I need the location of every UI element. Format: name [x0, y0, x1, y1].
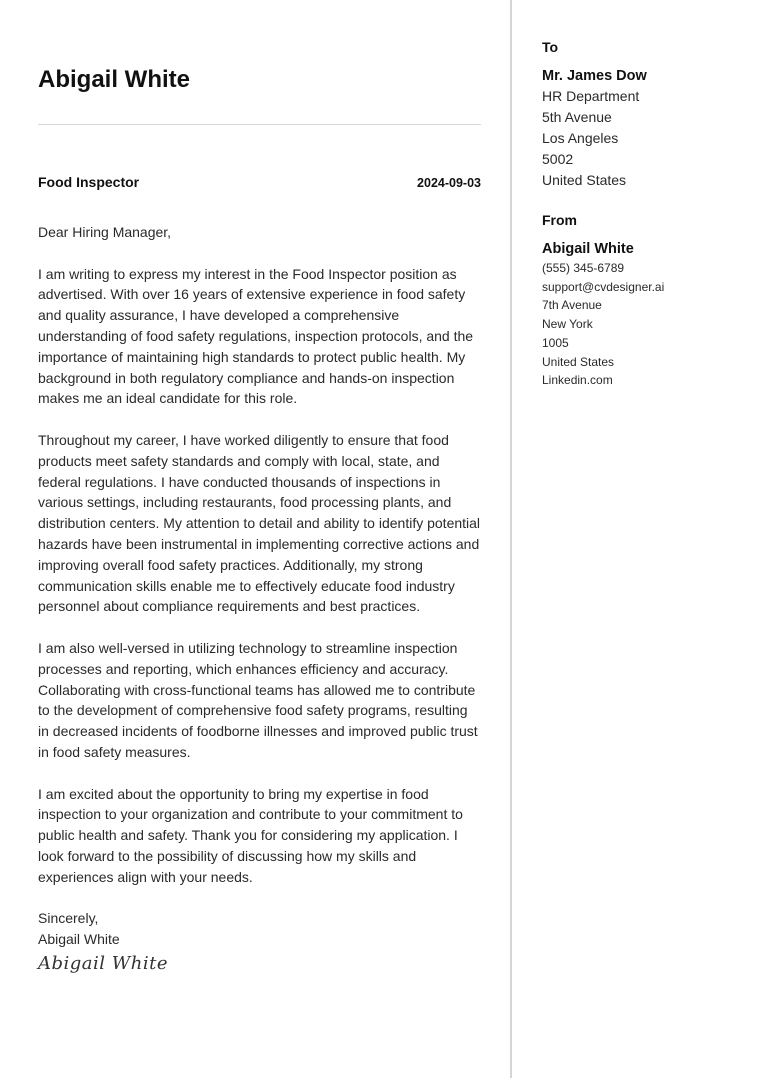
to-heading: To	[542, 39, 559, 55]
recipient-block	[542, 39, 647, 191]
handwritten-signature: Abigail White	[38, 952, 169, 974]
closing: Sincerely,	[38, 910, 99, 927]
greeting: Dear Hiring Manager,	[38, 224, 172, 240]
from-line: New York	[542, 317, 593, 332]
header-divider	[38, 124, 481, 125]
recipient-line: United States	[542, 172, 627, 188]
paragraph-3: I am also well-versed in utilizing technology to streamline inspection processes and reporting, which enhances efficiency and accuracy. Collaborating with cross-functional teams has allowed me to contribute to the development of comprehensive food safety programs, resulting in decreased incidents of foodborne illnesses and improved public trust in food safety measures.	[38, 639, 478, 760]
paragraph-2: Throughout my career, I have worked diligently to ensure that food products meet safety standards and comply with local, state, and federal regulations. I have conducted thousands of inspections in various settings, including restaurants, food processing plants, and distribution centers. My attention to detail and ability to identify potential hazards have been instrumental in implementing corrective actions and improving overall food safety practices. Additionally, my strong communication skills enable me to effectively educate food industry personnel about compliance requirements and best practices.	[38, 431, 481, 615]
from-phone: (555) 345-6789	[542, 261, 625, 275]
from-line: 1005	[542, 335, 569, 350]
job-date-row	[38, 174, 481, 190]
from-heading: From	[542, 212, 577, 228]
letter-body	[38, 222, 481, 975]
recipient-line: HR Department	[542, 88, 640, 104]
recipient-line: Los Angeles	[542, 130, 619, 146]
from-linkedin: Linkedin.com	[542, 373, 613, 388]
paragraph-1: I am writing to express my interest in the Food Inspector position as advertised. With over 16 years of extensive experience in food safety and quality assurance, I have developed a comprehensive understanding of food safety regulations, inspection protocols, and the importance of maintaining high standards to protect public health. My background in both regulatory compliance and hands-on inspection makes me an ideal candidate for this role.	[38, 265, 474, 407]
sender-block	[542, 212, 664, 390]
recipient-line: 5th Avenue	[542, 109, 612, 125]
closing-name: Abigail White	[38, 931, 120, 948]
from-email: support@cvdesigner.ai	[542, 279, 665, 294]
recipient-name: Mr. James Dow	[542, 68, 647, 84]
sidebar	[510, 0, 768, 1078]
letter-date: 2024-09-03	[417, 176, 481, 190]
from-line: 7th Avenue	[542, 298, 602, 313]
recipient-line: 5002	[542, 151, 574, 167]
from-name: Abigail White	[542, 241, 634, 257]
sender-name-heading: Abigail White	[38, 66, 190, 93]
paragraph-4: I am excited about the opportunity to bring my expertise in food inspection to your organization and contribute to your commitment to public health and safety. Thank you for considering my application. I look forward to the possibility of discussing how my skills and experiences align with your needs.	[38, 785, 463, 885]
from-line: United States	[542, 354, 615, 369]
job-title: Food Inspector	[38, 174, 140, 190]
